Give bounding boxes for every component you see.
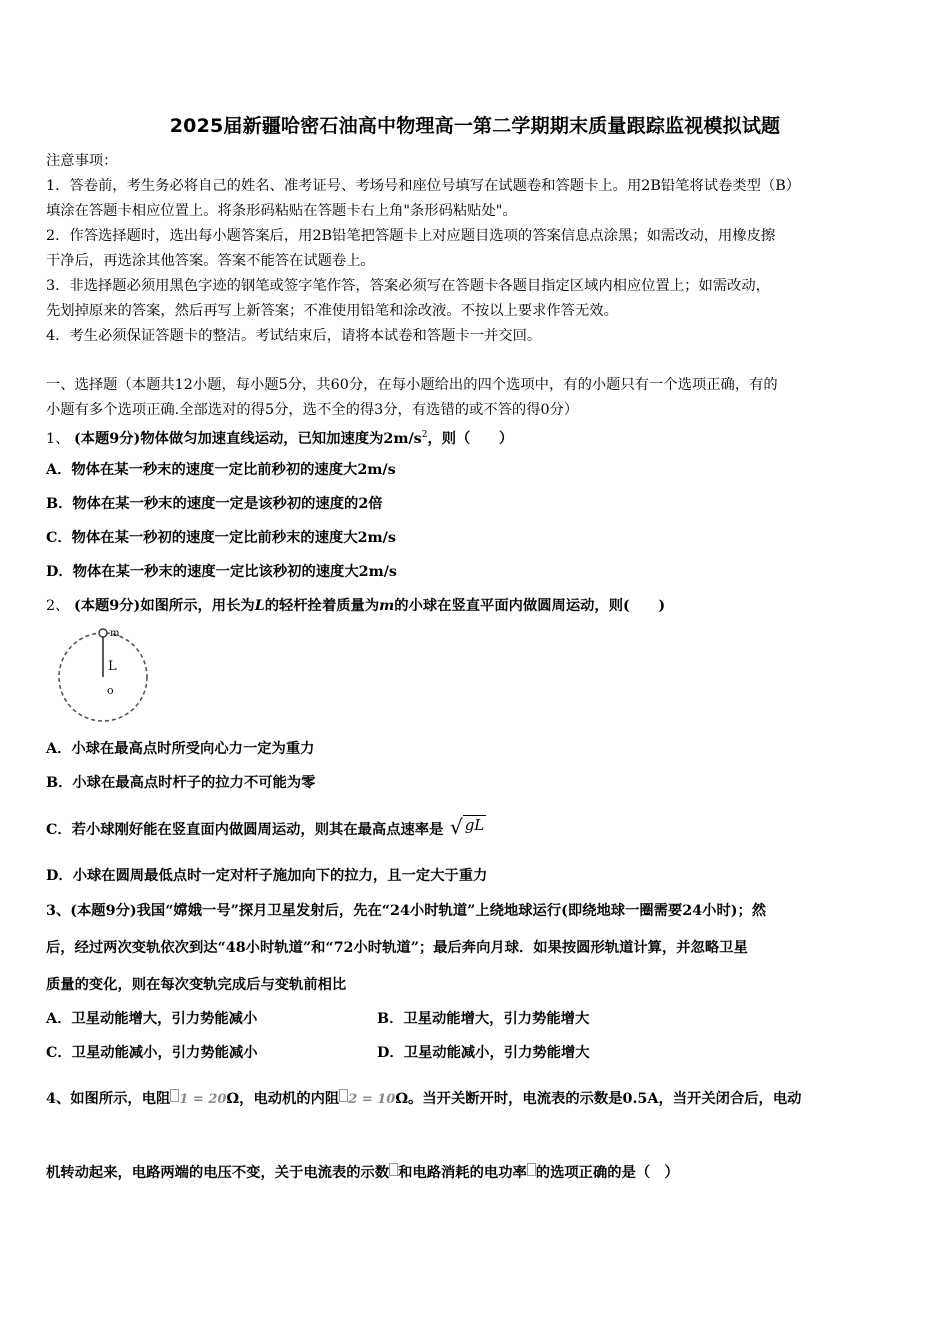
question-3-stem: 3、(本题9分)我国“嫦娥一号”探月卫星发射后，先在“24小时轨道”上绕地球运行(即绕地球一圈需要24小时)；然 xyxy=(46,903,767,919)
sqrt-radicand: gL xyxy=(464,816,485,834)
question-2-option-b[interactable]: B．小球在最高点时杆子的拉力不可能为零 xyxy=(46,775,316,791)
question-1-option-c[interactable]: C．物体在某一秒初的速度一定比前秒末的速度大2m/s xyxy=(46,530,396,546)
question-2-option-c[interactable] xyxy=(46,815,908,843)
circular-motion-figure xyxy=(54,626,154,726)
option-text: C．若小球刚好能在竖直面内做圆周运动，则其在最高点速率是 xyxy=(46,822,444,838)
resistor-r2-formula: 2 = 10 xyxy=(348,1092,396,1107)
question-text: Ω，电动机的内阻 xyxy=(226,1091,340,1107)
question-3-stem: 后，经过两次变轨依次到达“48小时轨道”和“72小时轨道”；最后奔向月球．如果按圆形轨道计算，并忽略卫星 xyxy=(46,940,748,956)
notice-line: 3．非选择题必须用黑色字迹的钢笔或签字笔作答，答案必须写在答题卡各题目指定区域内相应位置上；如需改动， xyxy=(46,278,770,294)
variable-l: L xyxy=(254,598,265,614)
section-header: 一、选择题（本题共12小题，每小题5分，共60分，在每小题给出的四个选项中，有的小题只有一个选项正确，有的 xyxy=(46,377,778,393)
question-1-option-a[interactable]: A．物体在某一秒末的速度一定比前秒初的速度大2m/s xyxy=(46,462,396,478)
question-text: Ω。当开关断开时，电流表的示数是0.5A，当开关闭合后，电动 xyxy=(395,1091,802,1107)
question-3-option-b[interactable]: B．卫星动能增大，引力势能增大 xyxy=(377,1011,590,1027)
superscript: 2 xyxy=(421,430,428,440)
question-4-stem xyxy=(46,1087,908,1112)
label-o: o xyxy=(107,684,114,697)
question-4-stem xyxy=(46,1161,908,1186)
notice-heading: 注意事项： xyxy=(46,153,118,169)
notice-line: 干净后，再选涂其他答案。答案不能答在试题卷上。 xyxy=(46,253,375,269)
question-1-stem xyxy=(46,423,908,452)
notice-line: 填涂在答题卡相应位置上。将条形码粘贴在答题卡右上角"条形码粘贴处"。 xyxy=(46,203,517,219)
missing-glyph-icon xyxy=(170,1089,179,1102)
sqrt-icon: √ xyxy=(449,815,463,839)
question-text: 机转动起来，电路两端的电压不变，关于电流表的示数 xyxy=(46,1165,390,1181)
sqrt-expression xyxy=(450,815,486,843)
question-2-option-d[interactable]: D．小球在圆周最低点时一定对杆子施加向下的拉力，且一定大于重力 xyxy=(46,868,488,884)
question-text: 的选项正确的是（ ） xyxy=(535,1165,679,1181)
question-text: (本题9分)如图所示，用长为 xyxy=(73,598,255,614)
question-1-option-b[interactable]: B．物体在某一秒末的速度一定是该秒初的速度的2倍 xyxy=(46,496,383,512)
notice-line: 先划掉原来的答案，然后再写上新答案；不准使用铅笔和涂改液。不按以上要求作答无效。 xyxy=(46,303,618,319)
question-3-stem: 质量的变化，则在每次变轨完成后与变轨前相比 xyxy=(46,977,347,993)
missing-glyph-icon xyxy=(339,1089,348,1102)
question-2-stem xyxy=(46,594,908,619)
section-header: 小题有多个选项正确.全部选对的得5分，选不全的得3分，有选错的或不答的得0分） xyxy=(46,402,579,418)
variable-m: m xyxy=(379,598,395,614)
label-l: L xyxy=(108,659,117,674)
resistor-r1-formula: 1 = 20 xyxy=(179,1092,227,1107)
question-text: ，则（ ） xyxy=(427,430,514,447)
notice-line: 2．作答选择题时，选出每小题答案后，用2B铅笔把答题卡上对应题目选项的答案信息点涂黑；如需改动，用橡皮擦 xyxy=(46,228,776,244)
question-number: 1、 xyxy=(46,430,70,447)
question-text: 的轻杆拴着质量为 xyxy=(264,598,380,614)
question-text: (本题9分)物体做匀加速直线运动，已知加速度为2m/s xyxy=(73,430,422,447)
missing-glyph-icon xyxy=(389,1163,398,1176)
question-text: 和电路消耗的电功率 xyxy=(398,1165,527,1181)
notice-line: 1．答卷前，考生务必将自己的姓名、准考证号、考场号和座位号填写在试题卷和答题卡上。用2B铅笔将试卷类型（B） xyxy=(46,178,801,194)
ball-icon xyxy=(99,629,107,637)
question-2-option-a[interactable]: A．小球在最高点时所受向心力一定为重力 xyxy=(46,741,315,757)
question-number: 2、 xyxy=(46,598,70,614)
question-text: 的小球在竖直平面内做圆周运动，则( ) xyxy=(394,598,666,614)
notice-line: 4．考生必须保证答题卡的整洁。考试结束后，请将本试卷和答题卡一并交回。 xyxy=(46,328,542,344)
question-3-option-c[interactable]: C．卫星动能减小，引力势能减小 xyxy=(46,1045,258,1061)
question-3-option-a[interactable]: A．卫星动能增大，引力势能减小 xyxy=(46,1011,258,1027)
label-m: m xyxy=(110,628,120,639)
page-title: 2025届新疆哈密石油高中物理高一第二学期期末质量跟踪监视模拟试题 xyxy=(169,115,781,137)
question-text: 4、如图所示，电阻 xyxy=(46,1091,171,1107)
missing-glyph-icon xyxy=(527,1163,536,1176)
question-3-option-d[interactable]: D．卫星动能减小，引力势能增大 xyxy=(377,1045,590,1061)
question-1-option-d[interactable]: D．物体在某一秒末的速度一定比该秒初的速度大2m/s xyxy=(46,564,397,580)
